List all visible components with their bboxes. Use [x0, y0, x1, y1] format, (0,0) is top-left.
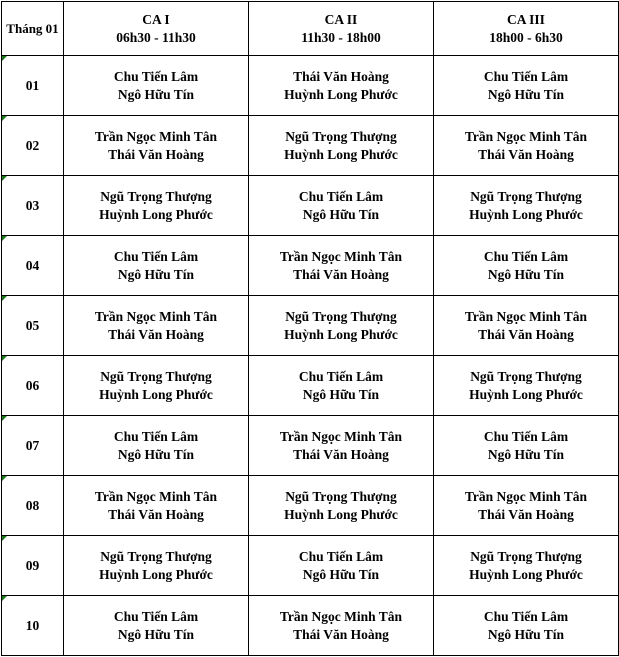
cell-corner-marker-icon [2, 536, 7, 541]
table-row [2, 56, 619, 116]
day-cell [2, 596, 64, 656]
day-number: 03 [25, 197, 40, 213]
staff-name: Chu Tiến Lâm [113, 68, 199, 84]
staff-name: Thái Văn Hoàng [478, 506, 574, 522]
shift-time: 11h30 - 18h00 [301, 29, 381, 45]
staff-name: Ngô Hữu Tín [302, 206, 380, 222]
staff-name: Chu Tiến Lâm [113, 428, 199, 444]
shift-assignment-cell [249, 116, 434, 176]
staff-name: Chu Tiến Lâm [483, 248, 569, 264]
staff-name: Chu Tiến Lâm [298, 188, 384, 204]
cell-corner-marker-icon [2, 476, 7, 481]
staff-name: Chu Tiến Lâm [483, 68, 569, 84]
shift-assignment-cell [434, 596, 619, 656]
shift-assignment-cell [64, 416, 249, 476]
cell-corner-marker-icon [2, 116, 7, 121]
shift-assignment-cell [249, 296, 434, 356]
staff-name: Thái Văn Hoàng [108, 326, 204, 342]
staff-name: Huỳnh Long Phước [99, 386, 213, 402]
shift-assignment-cell [434, 416, 619, 476]
day-number: 02 [25, 137, 40, 153]
day-number: 01 [25, 77, 40, 93]
shift-name: CA III [507, 11, 545, 27]
staff-name: Chu Tiến Lâm [298, 368, 384, 384]
day-number: 07 [25, 437, 40, 453]
staff-name: Huỳnh Long Phước [99, 566, 213, 582]
staff-name: Thái Văn Hoàng [293, 266, 389, 282]
shift-header-cell [249, 2, 434, 56]
staff-name: Ngũ Trọng Thượng [100, 368, 212, 384]
staff-name: Chu Tiến Lâm [298, 548, 384, 564]
staff-name: Thái Văn Hoàng [478, 326, 574, 342]
day-cell [2, 296, 64, 356]
staff-name: Huỳnh Long Phước [469, 386, 583, 402]
staff-name: Ngũ Trọng Thượng [285, 488, 397, 504]
shift-assignment-cell [434, 176, 619, 236]
staff-name: Huỳnh Long Phước [284, 146, 398, 162]
shift-assignment-cell [434, 56, 619, 116]
day-cell [2, 416, 64, 476]
day-cell [2, 356, 64, 416]
shift-time: 18h00 - 6h30 [489, 29, 563, 45]
staff-name: Ngũ Trọng Thượng [100, 188, 212, 204]
staff-name: Trần Ngọc Minh Tân [94, 128, 218, 144]
header-row [2, 2, 619, 56]
staff-name: Thái Văn Hoàng [293, 446, 389, 462]
table-row [2, 476, 619, 536]
shift-assignment-cell [434, 296, 619, 356]
shift-assignment-cell [64, 176, 249, 236]
month-label: Tháng 01 [6, 20, 59, 36]
staff-name: Chu Tiến Lâm [113, 248, 199, 264]
staff-name: Ngô Hữu Tín [302, 386, 380, 402]
staff-name: Ngô Hữu Tín [487, 86, 565, 102]
staff-name: Huỳnh Long Phước [284, 86, 398, 102]
shift-assignment-cell [434, 116, 619, 176]
staff-name: Ngô Hữu Tín [302, 566, 380, 582]
day-number: 05 [25, 317, 40, 333]
table-row [2, 596, 619, 656]
shift-assignment-cell [249, 56, 434, 116]
staff-name: Huỳnh Long Phước [99, 206, 213, 222]
staff-name: Trần Ngọc Minh Tân [94, 308, 218, 324]
staff-name: Trần Ngọc Minh Tân [94, 488, 218, 504]
staff-name: Ngũ Trọng Thượng [470, 368, 582, 384]
staff-name: Ngô Hữu Tín [487, 626, 565, 642]
shift-assignment-cell [249, 596, 434, 656]
staff-name: Thái Văn Hoàng [293, 68, 389, 84]
shift-assignment-cell [64, 596, 249, 656]
duty-schedule-table [1, 1, 619, 656]
shift-assignment-cell [64, 356, 249, 416]
day-cell [2, 476, 64, 536]
day-cell [2, 56, 64, 116]
staff-name: Trần Ngọc Minh Tân [279, 608, 403, 624]
day-number: 04 [25, 257, 40, 273]
staff-name: Huỳnh Long Phước [469, 206, 583, 222]
shift-name: CA II [324, 11, 358, 27]
staff-name: Trần Ngọc Minh Tân [464, 308, 588, 324]
shift-assignment-cell [64, 536, 249, 596]
shift-assignment-cell [249, 536, 434, 596]
staff-name: Thái Văn Hoàng [108, 506, 204, 522]
table-row [2, 176, 619, 236]
month-header-cell [2, 2, 64, 56]
staff-name: Ngô Hữu Tín [117, 626, 195, 642]
staff-name: Ngô Hữu Tín [117, 266, 195, 282]
staff-name: Ngũ Trọng Thượng [470, 548, 582, 564]
staff-name: Trần Ngọc Minh Tân [464, 488, 588, 504]
shift-assignment-cell [64, 296, 249, 356]
staff-name: Ngô Hữu Tín [117, 86, 195, 102]
shift-assignment-cell [249, 236, 434, 296]
staff-name: Trần Ngọc Minh Tân [464, 128, 588, 144]
shift-assignment-cell [249, 476, 434, 536]
day-number: 06 [25, 377, 40, 393]
staff-name: Huỳnh Long Phước [284, 506, 398, 522]
shift-header-cell [64, 2, 249, 56]
staff-name: Trần Ngọc Minh Tân [279, 428, 403, 444]
cell-corner-marker-icon [2, 56, 7, 61]
staff-name: Thái Văn Hoàng [108, 146, 204, 162]
shift-assignment-cell [249, 416, 434, 476]
staff-name: Ngô Hữu Tín [117, 446, 195, 462]
cell-corner-marker-icon [2, 236, 7, 241]
day-cell [2, 116, 64, 176]
table-row [2, 236, 619, 296]
cell-corner-marker-icon [2, 596, 7, 601]
shift-assignment-cell [64, 236, 249, 296]
day-cell [2, 176, 64, 236]
shift-assignment-cell [64, 116, 249, 176]
shift-assignment-cell [64, 56, 249, 116]
shift-assignment-cell [249, 356, 434, 416]
shift-time: 06h30 - 11h30 [116, 29, 196, 45]
shift-assignment-cell [434, 356, 619, 416]
table-row [2, 116, 619, 176]
table-row [2, 536, 619, 596]
cell-corner-marker-icon [2, 356, 7, 361]
cell-corner-marker-icon [2, 416, 7, 421]
cell-corner-marker-icon [2, 296, 7, 301]
shift-assignment-cell [434, 536, 619, 596]
staff-name: Thái Văn Hoàng [478, 146, 574, 162]
staff-name: Huỳnh Long Phước [469, 566, 583, 582]
staff-name: Ngũ Trọng Thượng [285, 128, 397, 144]
shift-assignment-cell [64, 476, 249, 536]
day-cell [2, 536, 64, 596]
shift-assignment-cell [249, 176, 434, 236]
staff-name: Ngũ Trọng Thượng [470, 188, 582, 204]
shift-name: CA I [142, 11, 170, 27]
staff-name: Chu Tiến Lâm [113, 608, 199, 624]
staff-name: Trần Ngọc Minh Tân [279, 248, 403, 264]
staff-name: Ngô Hữu Tín [487, 266, 565, 282]
day-number: 10 [25, 617, 40, 633]
staff-name: Thái Văn Hoàng [293, 626, 389, 642]
staff-name: Ngũ Trọng Thượng [100, 548, 212, 564]
staff-name: Ngũ Trọng Thượng [285, 308, 397, 324]
table-row [2, 356, 619, 416]
table-row [2, 296, 619, 356]
day-cell [2, 236, 64, 296]
day-number: 08 [25, 497, 40, 513]
table-row [2, 416, 619, 476]
schedule-body [2, 2, 619, 656]
staff-name: Chu Tiến Lâm [483, 608, 569, 624]
shift-header-cell [434, 2, 619, 56]
shift-assignment-cell [434, 236, 619, 296]
cell-corner-marker-icon [2, 176, 7, 181]
shift-assignment-cell [434, 476, 619, 536]
staff-name: Huỳnh Long Phước [284, 326, 398, 342]
staff-name: Ngô Hữu Tín [487, 446, 565, 462]
staff-name: Chu Tiến Lâm [483, 428, 569, 444]
day-number: 09 [25, 557, 40, 573]
